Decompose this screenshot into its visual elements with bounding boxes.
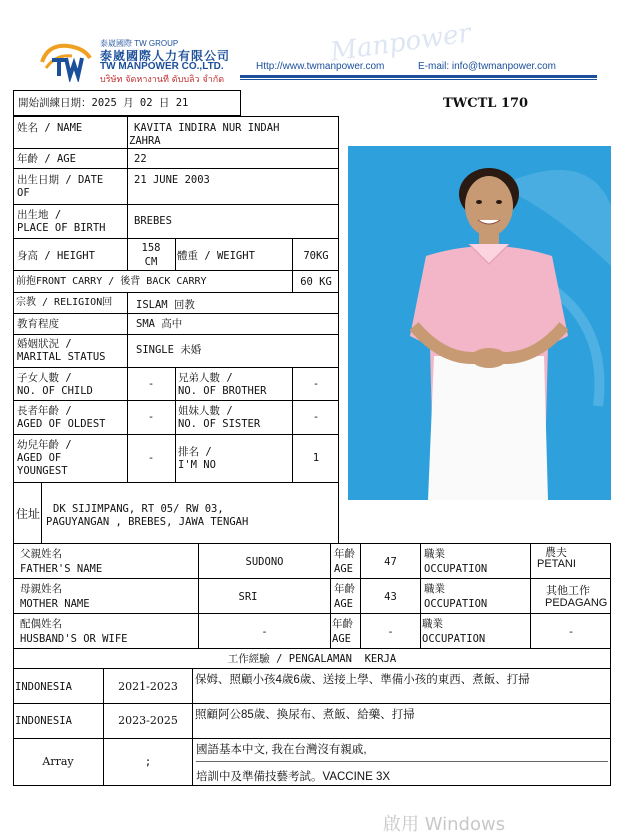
header-divider bbox=[240, 75, 597, 78]
spouse-label-line1: 配偶姓名 bbox=[20, 618, 62, 630]
dob-value: 21 JUNE 2003 bbox=[134, 174, 210, 186]
company-email-link[interactable]: E-mail: info@twmanpower.com bbox=[418, 61, 556, 72]
brother-label-line1: 兄弟人數 / bbox=[178, 372, 233, 384]
work-row2-country: INDONESIA bbox=[15, 715, 72, 727]
skills-note-line1: 國語基本中文, 我在台灣沒有親戚, bbox=[196, 744, 367, 756]
father-occ-line1: 農夫 bbox=[545, 547, 567, 559]
education-value: SMA 高中 bbox=[136, 318, 183, 330]
spouse-name: - bbox=[261, 626, 268, 638]
religion-value: ISLAM 回教 bbox=[136, 299, 195, 311]
father-occ-label-line1: 職業 bbox=[424, 548, 445, 560]
children-label-line1: 子女人數 / bbox=[17, 372, 72, 384]
logo-group-text: 泰崴國際 TW GROUP bbox=[100, 39, 179, 48]
height-label: 身高 / HEIGHT bbox=[17, 250, 95, 262]
marital-value: SINGLE 未婚 bbox=[136, 344, 202, 356]
company-name-en: TW MANPOWER CO.,LTD. bbox=[100, 61, 224, 72]
father-age-label-line2: AGE bbox=[334, 563, 353, 575]
work-extra-mid: ; bbox=[144, 756, 152, 768]
pob-label-line2: PLACE OF BIRTH bbox=[17, 222, 106, 234]
mother-occ-line1: 其他工作 bbox=[546, 585, 590, 597]
work-title: 工作經驗 / PENGALAMAN KERJA bbox=[227, 653, 397, 665]
spouse-occ-label-line1: 職業 bbox=[422, 618, 443, 630]
children-value: - bbox=[147, 378, 155, 390]
youngest-label-line3: YOUNGEST bbox=[17, 465, 68, 477]
mother-age-label-line1: 年齡 bbox=[334, 583, 355, 595]
sister-value: - bbox=[312, 411, 320, 423]
marital-label-line2: MARITAL STATUS bbox=[17, 351, 106, 363]
marital-label-line1: 婚姻狀況 / bbox=[17, 338, 72, 350]
youngest-value: - bbox=[147, 452, 155, 464]
father-occ-line2: PETANI bbox=[537, 558, 576, 570]
children-label-line2: NO. OF CHILD bbox=[17, 385, 93, 397]
spouse-occ-label-line2: OCCUPATION bbox=[422, 633, 486, 645]
religion-label: 宗教 / RELIGION回 bbox=[16, 297, 113, 308]
spouse-occ: - bbox=[567, 626, 575, 638]
header-divider-thin bbox=[240, 79, 597, 80]
sister-label-line2: NO. OF SISTER bbox=[178, 418, 261, 430]
father-label-line2: FATHER'S NAME bbox=[20, 563, 103, 575]
rank-label-line1: 排名 / bbox=[178, 446, 212, 458]
brother-value: - bbox=[312, 378, 320, 390]
address-value-line2: PAGUYANGAN , BREBES, JAWA TENGAH bbox=[46, 516, 249, 528]
sister-label-line1: 姐妹人數 / bbox=[178, 405, 233, 417]
company-name-th: บริษัท จัดหางานที ดับบลิว จำกัด bbox=[100, 75, 225, 85]
height-value-line1: 158 bbox=[141, 242, 161, 254]
company-url-link[interactable]: Http://www.twmanpower.com bbox=[256, 61, 385, 72]
work-row2-period: 2023-2025 bbox=[118, 714, 178, 727]
mother-age-label-line2: AGE bbox=[334, 598, 353, 610]
oldest-value: - bbox=[147, 411, 155, 423]
candidate-photo bbox=[348, 146, 611, 500]
candidate-code: TWCTL 170 bbox=[443, 96, 529, 111]
work-row1-country: INDONESIA bbox=[15, 681, 72, 693]
name-label: 姓名 / NAME bbox=[17, 122, 83, 134]
work-row1-period: 2021-2023 bbox=[118, 680, 178, 693]
father-age-label-line1: 年齡 bbox=[334, 548, 355, 560]
header-watermark: Manpower bbox=[328, 18, 473, 68]
weight-value: 70KG bbox=[303, 250, 329, 262]
height-value-line2: CM bbox=[144, 256, 158, 268]
pob-label-line1: 出生地 / bbox=[17, 209, 62, 221]
oldest-label-line2: AGED OF OLDEST bbox=[17, 418, 106, 430]
oldest-label-line1: 長者年齡 / bbox=[17, 405, 72, 417]
mother-label-line2: MOTHER NAME bbox=[20, 598, 90, 610]
mother-age: 43 bbox=[384, 591, 397, 603]
brother-label-line2: NO. OF BROTHER bbox=[178, 385, 267, 397]
youngest-label-line1: 幼兒年齡 / bbox=[17, 439, 72, 451]
father-occ-label-line2: OCCUPATION bbox=[424, 563, 488, 575]
age-value: 22 bbox=[134, 153, 147, 165]
carry-label: 前抱FRONT CARRY / 後背 BACK CARRY bbox=[16, 276, 207, 287]
spouse-age-label-line2: AGE bbox=[332, 633, 351, 645]
windows-activation-watermark: 啟用 Windows bbox=[383, 814, 506, 835]
work-extra-left: Array bbox=[42, 755, 74, 768]
mother-occ-label-line1: 職業 bbox=[424, 583, 445, 595]
rank-value: 1 bbox=[312, 452, 320, 464]
father-name: SUDONO bbox=[245, 556, 284, 568]
company-logo-icon bbox=[38, 40, 98, 82]
father-label-line1: 父親姓名 bbox=[20, 548, 62, 560]
pob-value: BREBES bbox=[134, 215, 172, 227]
mother-occ-line2: PEDAGANG bbox=[545, 597, 608, 609]
address-value-line1: DK SIJIMPANG, RT 05/ RW 03, bbox=[53, 503, 224, 515]
rank-label-line2: I'M NO bbox=[178, 459, 216, 471]
spouse-label-line2: HUSBAND'S OR WIFE bbox=[20, 633, 128, 645]
skills-note-line2: 培訓中及準備技藝考試。VACCINE 3X bbox=[196, 771, 391, 783]
training-start-date: 開始訓練日期：2025 月 02 日 21 bbox=[18, 97, 189, 109]
father-age: 47 bbox=[384, 556, 397, 568]
weight-label: 體重 / WEIGHT bbox=[177, 250, 255, 262]
work-row2-desc: 照顧阿公85歲、換尿布、煮飯、給藥、打掃 bbox=[195, 709, 415, 721]
dob-label-line2: OF bbox=[17, 187, 30, 199]
education-label: 教育程度 bbox=[17, 318, 59, 330]
mother-label-line1: 母親姓名 bbox=[20, 583, 62, 595]
age-label: 年齡 / AGE bbox=[17, 153, 76, 165]
spouse-age-label-line1: 年齡 bbox=[332, 618, 353, 630]
name-value-line2: ZAHRA bbox=[129, 135, 161, 147]
work-row1-desc: 保姆、照顧小孩4歲6歲、送接上學、準備小孩的東西、煮飯、打掃 bbox=[195, 674, 530, 686]
company-name-cn: 泰崴國際人力有限公司 bbox=[100, 49, 231, 63]
mother-name: SRI bbox=[238, 591, 258, 603]
youngest-label-line2: AGED OF bbox=[17, 452, 62, 464]
dob-label-line1: 出生日期 / DATE bbox=[17, 174, 104, 186]
address-label: 住址 bbox=[16, 507, 41, 521]
name-value-line1: KAVITA INDIRA NUR INDAH bbox=[134, 122, 280, 134]
spouse-age: - bbox=[387, 626, 394, 638]
carry-value: 60 KG bbox=[300, 276, 332, 288]
mother-occ-label-line2: OCCUPATION bbox=[424, 598, 488, 610]
